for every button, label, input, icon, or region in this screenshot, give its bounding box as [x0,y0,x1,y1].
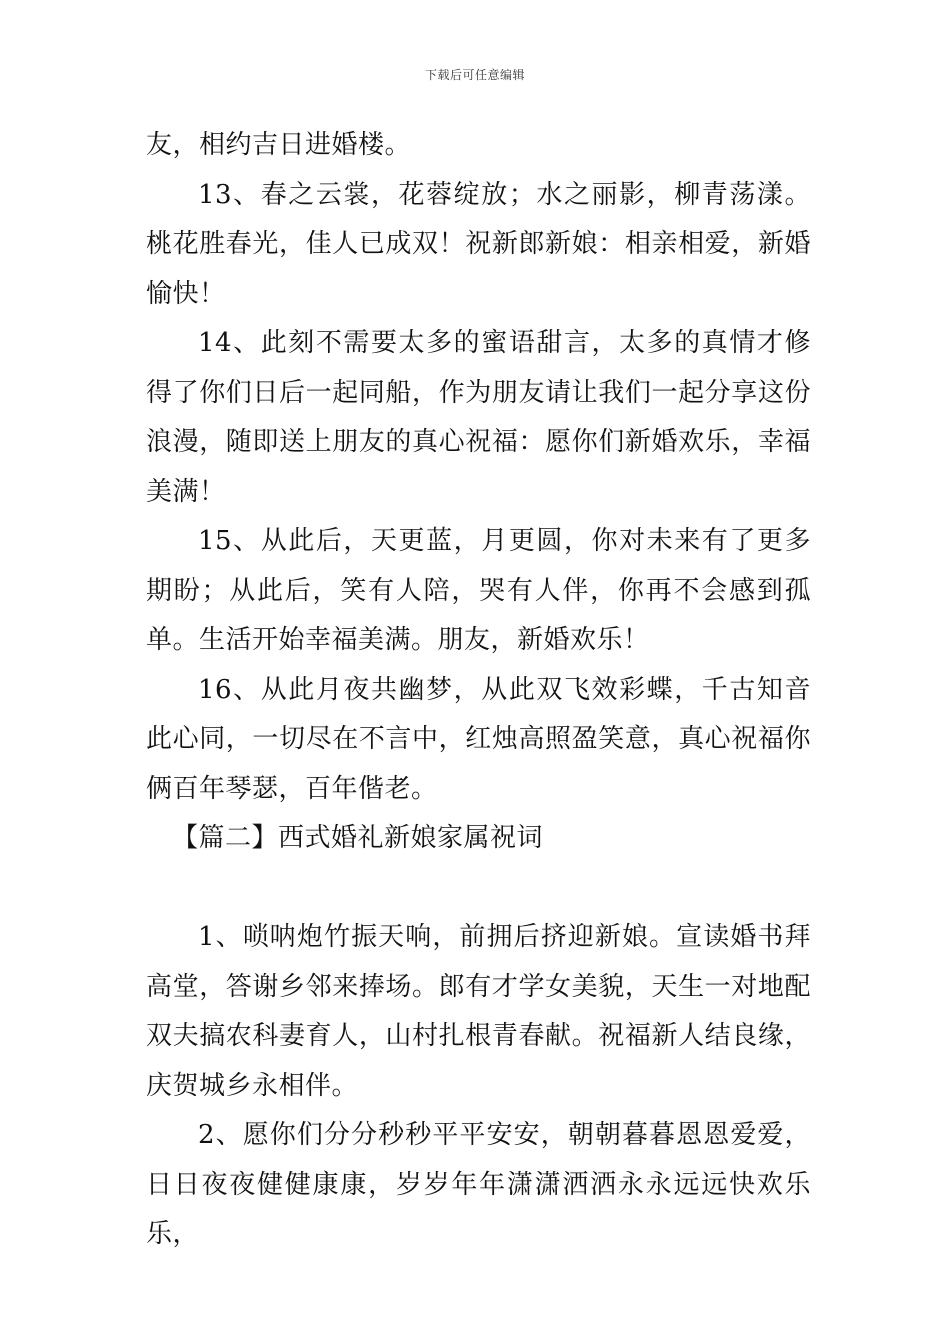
paragraph-14: 14、此刻不需要太多的蜜语甜言，太多的真情才修得了你们日后一起同船，作为朋友请让我们一起分享这份浪漫，随即送上朋友的真心祝福：愿你们新婚欢乐，幸福美满！ [146,328,811,507]
paragraph-continuation: 友，相约吉日进婚楼。 [146,130,412,160]
paragraph-15: 15、从此后，天更蓝，月更圆，你对未来有了更多期盼；从此后，笑有人陪，哭有人伴，你再不会感到孤单。生活开始幸福美满。朋友，新婚欢乐！ [146,526,811,655]
page-header: 下载后可任意编辑 [424,68,525,82]
paragraph-1: 1、唢呐炮竹振天响，前拥后挤迎新娘。宣读婚书拜高堂，答谢乡邻来捧场。郎有才学女美貌，天生一对地配双夫搞农科妻育人，山村扎根青春献。祝福新人结良缘，庆贺城乡永相伴。 [146,922,811,1101]
paragraph-16: 16、从此月夜共幽梦，从此双飞效彩蝶，千古知音此心同，一切尽在不言中，红烛高照盈笑意，真心祝福你俩百年琴瑟，百年偕老。 [146,674,811,804]
section-title: 【篇二】西式婚礼新娘家属祝词 [172,823,544,853]
document-body [146,121,811,1260]
paragraph-2: 2、愿你们分分秒秒平平安安，朝朝暮暮恩恩爱爱，日日夜夜健健康康，岁岁年年潇潇洒洒永永远远快欢乐乐， [146,1120,811,1249]
paragraph-13: 13、春之云裳，花蓉绽放；水之丽影，柳青荡漾。桃花胜春光，佳人已成双！祝新郎新娘：相亲相爱，新婚愉快！ [146,179,811,309]
